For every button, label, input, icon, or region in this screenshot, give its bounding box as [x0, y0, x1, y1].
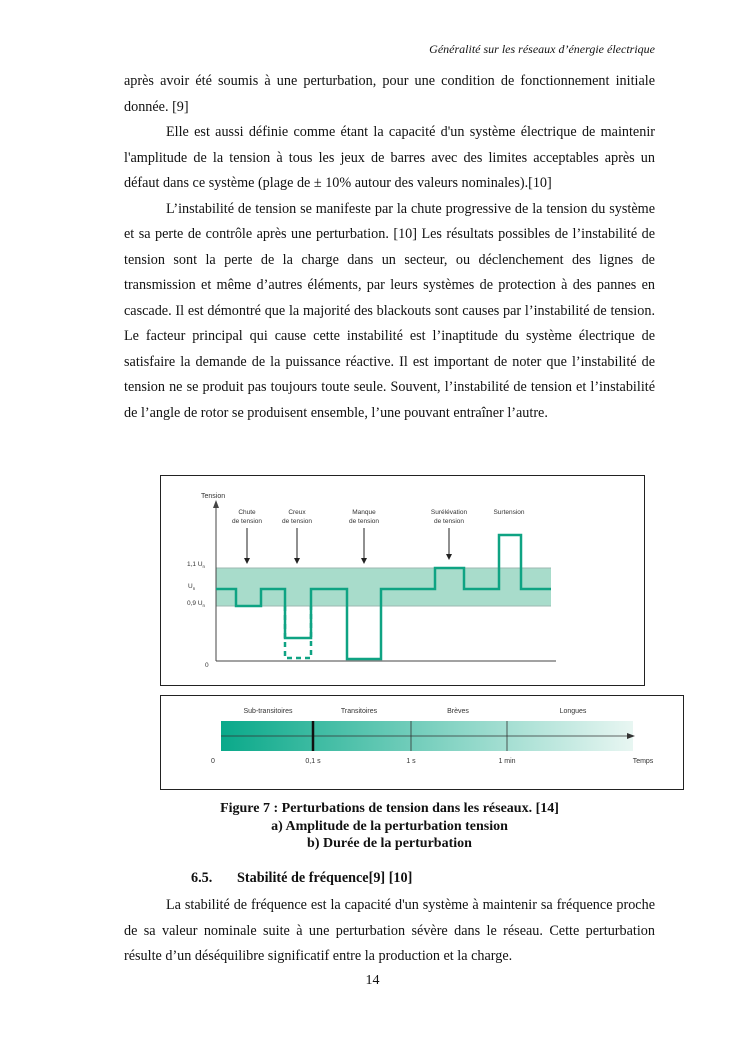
category-longues: Longues: [559, 708, 587, 715]
voltage-disturbance-diagram: [161, 476, 644, 685]
section-title: Stabilité de fréquence[9] [10]: [237, 870, 413, 886]
time-tick-1min: 1 min: [498, 758, 516, 765]
annotation-chute: [232, 509, 262, 564]
tolerance-band: [216, 568, 551, 606]
section-number: 6.5.: [191, 870, 213, 886]
caption-line-2: a) Amplitude de la perturbation tension: [271, 818, 508, 834]
time-axis-label: Temps: [632, 758, 654, 765]
svg-text:Manque: Manque: [352, 509, 376, 516]
duration-scale-diagram: [161, 696, 683, 789]
category-sub-transitoires: Sub-transitoires: [243, 708, 293, 715]
section-heading: [191, 870, 412, 887]
svg-text:de tension: de tension: [434, 518, 464, 525]
figure-b-duration: [160, 695, 684, 790]
time-tick-0-1s: 0,1 s: [305, 758, 321, 765]
figure-a-amplitude: [160, 475, 645, 686]
page-number: 14: [365, 973, 380, 988]
time-tick-1s: 1 s: [406, 758, 416, 765]
time-tick-0: 0: [211, 758, 215, 765]
svg-text:de tension: de tension: [349, 518, 379, 525]
category-breves: Brèves: [447, 708, 469, 715]
paragraph-3: L’instabilité de tension se manifeste par la chute progressive de la tension du système et sa perte de contrôle après une perturbation. [10] Les résultats possibles de l’instabilité de tension sont la perte de la charge dans un secteur, ou déclenchement des lignes de transmission et même d’autres éléments, par leurs systèmes de protection à des pannes en cascade. Il est démontré que la majorité des blackouts sont causes par l’instabilité de tension. Le facteur principal qui cause cette instabilité est l’inaptitude du système électrique de satisfaire la demande de la puissance réactive. Il est important de noter que l’instabilité de tension ne se produit pas toujours toute seule. Souvent, l’instabilité de tension et l’instabilité de l’angle de rotor se produisent ensemble, l’une pouvant entraîner l’autre.: [124, 200, 655, 421]
tick-upper: 1,1 $U_n$: [187, 561, 206, 569]
paragraph-1: après avoir été soumis à une perturbation, pour une condition de fonctionnement initiale donnée. [9]: [124, 73, 655, 115]
svg-text:de tension: de tension: [232, 518, 262, 525]
svg-text:Surélévation: Surélévation: [430, 509, 468, 516]
paragraph-2: Elle est aussi définie comme étant la capacité d'un système électrique de maintenir l'amplitude de la tension à tous les jeux de barres avec des limites acceptables après un défaut dans ce système (plage de ± 10% autour des valeurs nominales).[10]: [124, 124, 655, 191]
body-text: [124, 69, 655, 426]
svg-text:Creux: Creux: [288, 509, 306, 516]
annotation-manque: [349, 509, 379, 564]
svg-text:Surtension: Surtension: [493, 509, 525, 516]
annotation-surtension: [493, 509, 524, 516]
running-header: Généralité sur les réseaux d’énergie électrique: [429, 42, 655, 56]
category-transitoires: Transitoires: [340, 708, 378, 715]
caption-line-3: b) Durée de la perturbation: [307, 836, 472, 851]
figure-caption: [124, 800, 655, 853]
body-text-2: [124, 893, 655, 970]
svg-text:de tension: de tension: [282, 518, 312, 525]
tick-lower: 0,9 $U_n$: [187, 600, 206, 608]
tick-zero: 0: [205, 662, 209, 669]
svg-text:Chute: Chute: [238, 509, 256, 516]
paragraph-4: La stabilité de fréquence est la capacité d'un système à maintenir sa fréquence proche de sa valeur nominale suite à une perturbation sévère dans le réseau. Cette perturbation résulte d’un déséquilibre significatif entre la production et la charge.: [124, 897, 655, 964]
annotation-surelevation: [431, 509, 468, 560]
tick-nominal: $U_n$: [188, 583, 196, 591]
caption-line-1: Figure 7 : Perturbations de tension dans les réseaux. [14]: [220, 801, 559, 816]
y-axis-arrow: [213, 500, 219, 508]
annotation-creux: [282, 509, 312, 564]
creux-dashed-outline: [285, 606, 311, 658]
y-axis-label: Tension: [201, 493, 226, 500]
